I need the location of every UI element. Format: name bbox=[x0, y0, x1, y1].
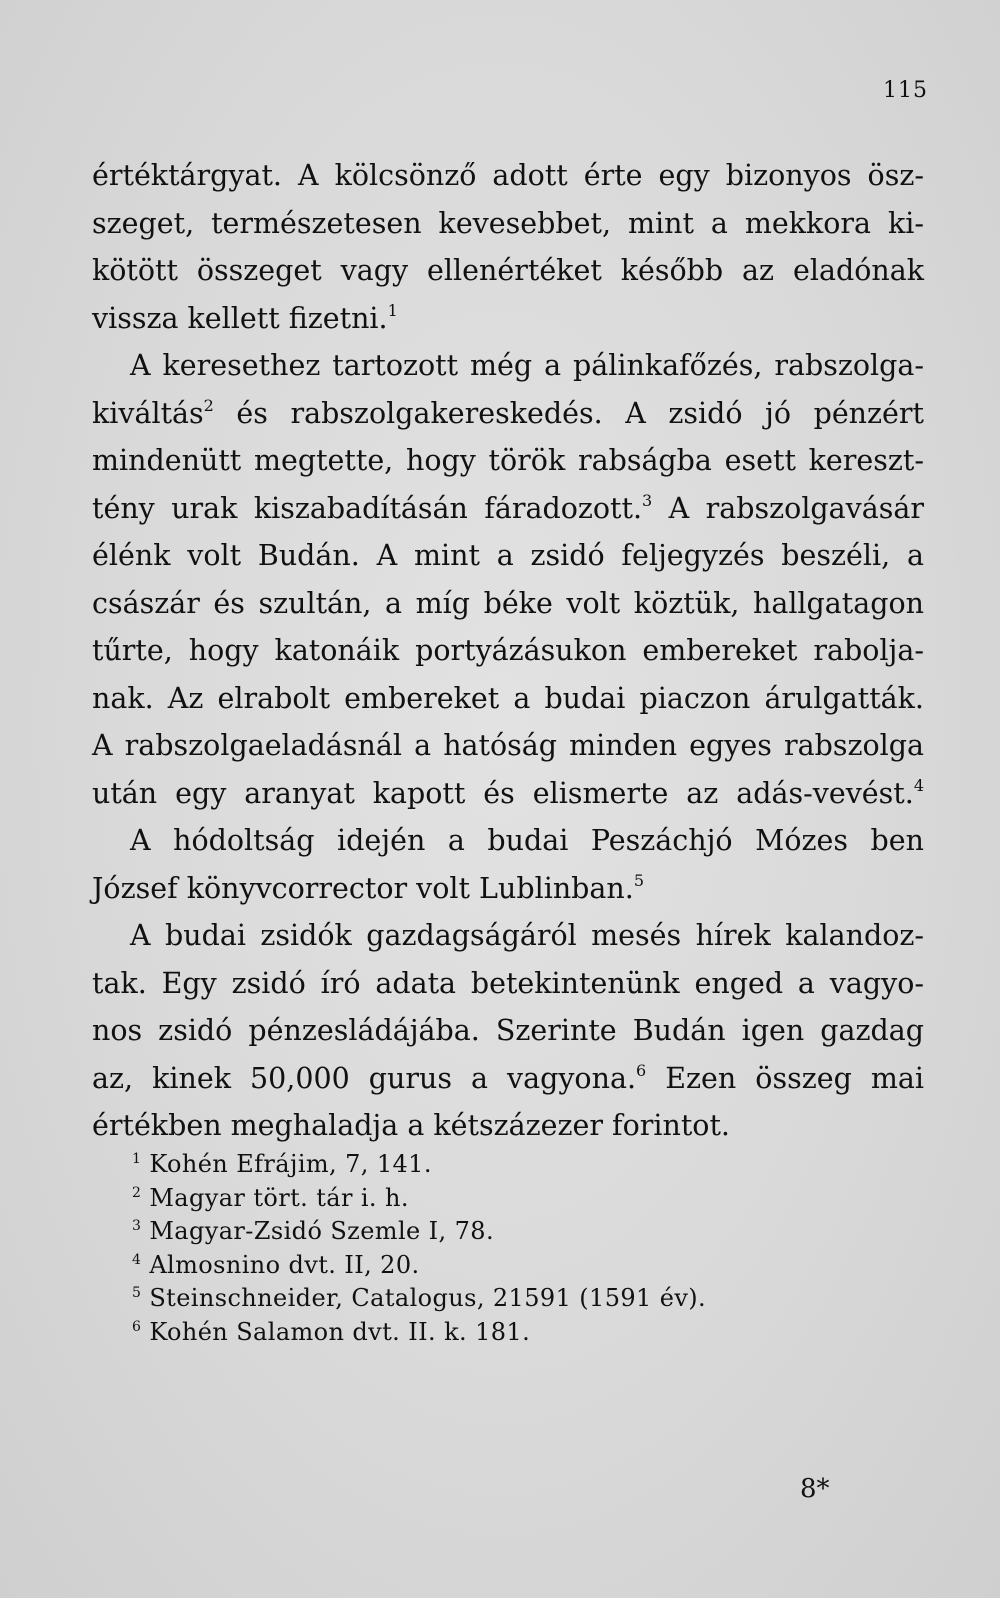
footnotes bbox=[132, 1148, 832, 1349]
footnote: $^2$ Magyar tört. tár i. h. bbox=[132, 1183, 409, 1212]
text-line: nak. Az elrabolt embereket a budai piaczon árulgatták. bbox=[92, 681, 924, 715]
text-line: értékben meghaladja a kétszázezer forintot. bbox=[92, 1109, 730, 1142]
text-line: kötött összeget vagy ellenértéket később az eladónak bbox=[92, 254, 924, 287]
text-line: császár és szultán, a míg béke volt köztük, hallgatagon bbox=[92, 586, 924, 620]
footnote-ref: 6 bbox=[636, 1060, 647, 1080]
text-line: után egy aranyat kapott és elismerte az adás-vevést.$^4$ bbox=[92, 775, 924, 810]
footnote-ref: 3 bbox=[642, 490, 653, 510]
text-line: nos zsidó pénzesládájába. Szerinte Budán igen gazdag bbox=[92, 1014, 924, 1047]
footnote-ref: 4 bbox=[913, 775, 924, 795]
text-line: József könyvcorrector volt Lublinban.$^5$ bbox=[92, 870, 645, 905]
text-line: az, kinek 50,000 gurus a vagyona.$^6$ Ezen összeg mai bbox=[92, 1060, 924, 1095]
text-line: tűrte, hogy katonáik portyázásukon embereket rabolja- bbox=[92, 634, 924, 667]
text-line: A rabszolgaeladásnál a hatóság minden egyes rabszolga bbox=[92, 729, 924, 762]
page-number: 115 bbox=[883, 78, 928, 103]
footnote-ref: 2 bbox=[203, 395, 214, 415]
footnote: $^1$ Kohén Efrájim, 7, 141. bbox=[132, 1150, 432, 1178]
text-line: értéktárgyat. A kölcsönző adott érte egy bizonyos ösz- bbox=[92, 159, 924, 192]
text-line: kiváltás$^2$ és rabszolgakereskedés. A zsidó jó pénzért bbox=[92, 395, 924, 430]
footnote: $^3$ Magyar-Zsidó Szemle I, 78. bbox=[132, 1217, 494, 1245]
text-line: tak. Egy zsidó író adata betekintenünk enged a vagyo- bbox=[92, 966, 924, 1000]
body-text bbox=[92, 152, 924, 1150]
footnote-ref: 1 bbox=[387, 300, 398, 320]
text-line: A budai zsidók gazdagságáról mesés hírek kalandoz- bbox=[130, 919, 924, 952]
text-line: mindenütt megtette, hogy török rabságba esett kereszt- bbox=[92, 444, 924, 477]
signature-mark: 8* bbox=[800, 1474, 830, 1504]
text-line: vissza kellett fizetni.$^1$ bbox=[92, 300, 398, 335]
text-line: A hódoltság idején a budai Peszáchjó Mózes ben bbox=[130, 824, 924, 857]
footnote: $^6$ Kohén Salamon dvt. II. k. 181. bbox=[132, 1317, 531, 1346]
text-line: élénk volt Budán. A mint a zsidó feljegyzés beszéli, a bbox=[92, 539, 924, 572]
text-line: tény urak kiszabadításán fáradozott.$^3$ A rabszolgavásár bbox=[92, 490, 924, 525]
text-line: szeget, természetesen kevesebbet, mint a mekkora ki- bbox=[92, 206, 924, 240]
text-line: A keresethez tartozott még a pálinkafőzés, rabszolga- bbox=[130, 349, 924, 382]
footnote: $^5$ Steinschneider, Catalogus, 21591 (1591 év). bbox=[132, 1284, 707, 1312]
footnote-ref: 5 bbox=[633, 870, 645, 890]
footnote: $^4$ Almosnino dvt. II, 20. bbox=[132, 1250, 420, 1279]
